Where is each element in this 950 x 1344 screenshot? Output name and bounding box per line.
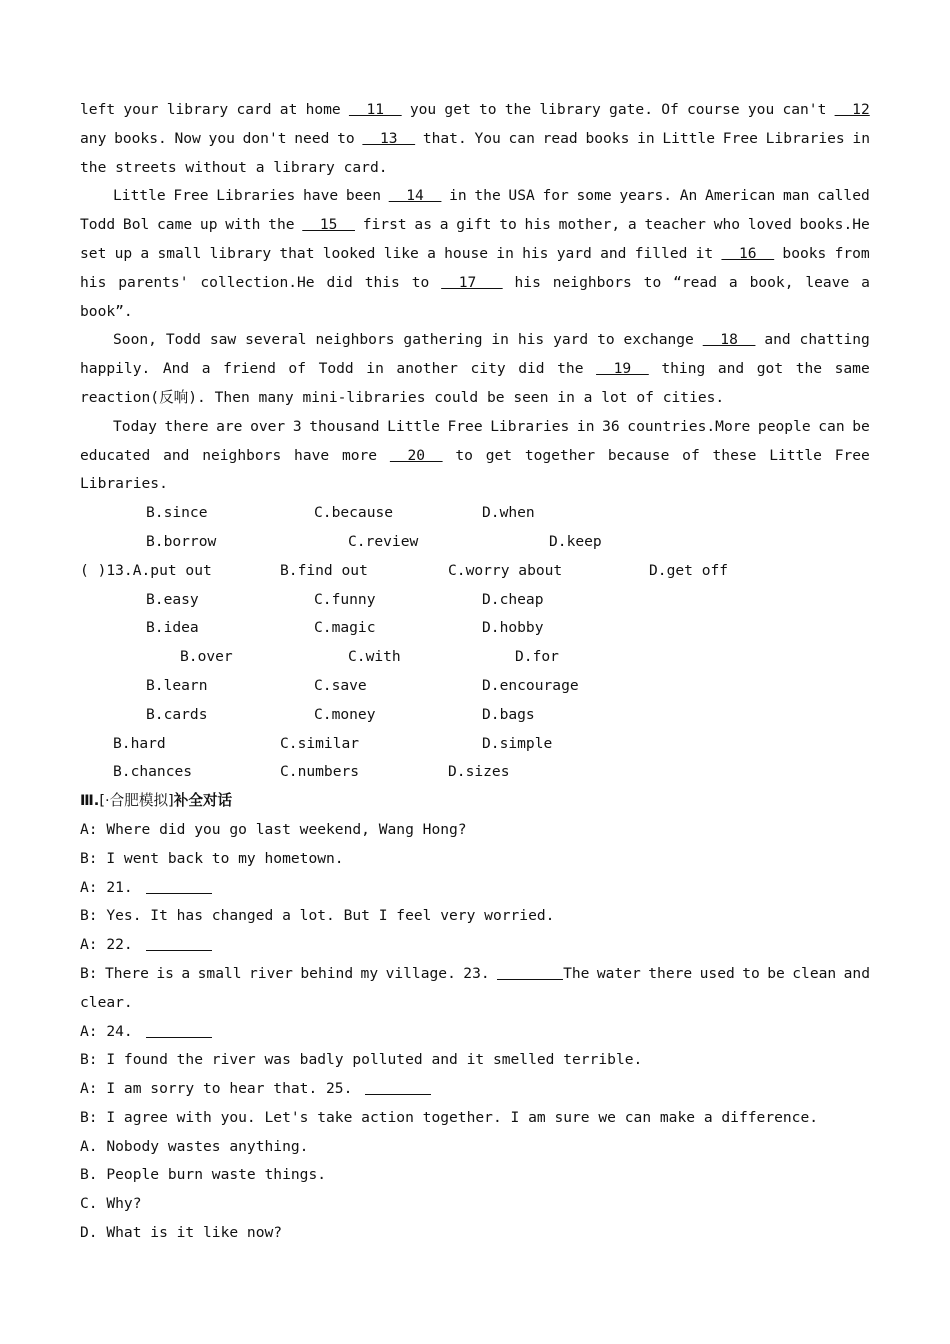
- dialogue-line: B: Yes. It has changed a lot. But I feel very worried.: [80, 907, 555, 925]
- word: because: [607, 446, 670, 464]
- passage-line: [80, 326, 870, 355]
- word: have: [294, 446, 330, 464]
- option-row: [80, 730, 870, 759]
- word: in: [366, 360, 384, 378]
- word: Little: [769, 446, 822, 464]
- word: to: [411, 273, 430, 291]
- word: And: [162, 360, 190, 378]
- option-row: [80, 586, 870, 615]
- word: to: [597, 331, 615, 349]
- word: a: [427, 244, 436, 262]
- word: the: [557, 360, 584, 378]
- word: up: [114, 244, 133, 262]
- word: You: [474, 129, 501, 147]
- word: home: [305, 101, 341, 118]
- cloze-blank[interactable]: 19: [596, 360, 649, 378]
- word: An: [679, 187, 698, 205]
- word: small: [197, 964, 242, 982]
- word: thousand: [309, 417, 380, 435]
- word: exchange: [623, 331, 694, 349]
- answer-blank-23[interactable]: [497, 961, 563, 980]
- option-item[interactable]: B.find out: [280, 561, 368, 579]
- word: Libraries: [216, 187, 296, 205]
- word: behind: [300, 964, 354, 982]
- word: and: [843, 964, 870, 982]
- word: a: [201, 360, 211, 378]
- word: 23.: [463, 964, 490, 982]
- word: called: [817, 187, 870, 205]
- word: city: [470, 360, 506, 378]
- passage-line: [80, 182, 870, 211]
- answer-blank-25[interactable]: [365, 1076, 431, 1095]
- word: got: [756, 360, 784, 378]
- word: his: [80, 273, 107, 291]
- option-row: [80, 672, 870, 701]
- passage-line: Libraries.: [80, 475, 168, 493]
- cloze-blank[interactable]: 15: [302, 216, 355, 234]
- option-item[interactable]: C.numbers: [280, 763, 360, 781]
- word: book,: [749, 273, 794, 291]
- word: Today: [113, 417, 157, 435]
- word: saw: [209, 331, 237, 349]
- option-row: [80, 701, 870, 730]
- word: to: [455, 446, 473, 464]
- word: small: [157, 244, 202, 262]
- word: a: [627, 216, 637, 234]
- option-item[interactable]: ( )13.A.put out: [80, 561, 212, 579]
- word: books: [782, 244, 827, 262]
- word: did: [326, 273, 353, 291]
- word: Of: [661, 101, 679, 118]
- passage-line: book”.: [80, 302, 133, 320]
- word: a: [728, 273, 738, 291]
- word: educated: [80, 446, 151, 464]
- option-item[interactable]: B.learn: [146, 676, 208, 694]
- word: can: [818, 417, 845, 435]
- blank-with-text: [497, 960, 589, 989]
- word: together: [524, 446, 596, 464]
- word: books: [585, 129, 630, 147]
- dialogue-line: B: I found the river was badly polluted and it smelled terrible.: [80, 1051, 643, 1069]
- word: 3: [292, 417, 302, 435]
- option-item[interactable]: D.when: [482, 504, 535, 522]
- cloze-blank[interactable]: 18: [702, 331, 756, 349]
- word: filled: [634, 244, 688, 262]
- word: more: [341, 446, 378, 464]
- word: get: [444, 101, 471, 118]
- word: used: [699, 964, 735, 982]
- word: friend: [223, 360, 276, 378]
- option-item[interactable]: D.simple: [482, 734, 553, 752]
- word: a: [181, 964, 191, 982]
- word: set: [80, 244, 107, 262]
- word: Bol: [122, 216, 150, 234]
- word: as: [414, 216, 432, 234]
- word: any: [80, 129, 107, 147]
- option-item[interactable]: C.magic: [314, 619, 376, 637]
- passage-line: [80, 269, 870, 298]
- option-item[interactable]: C.save: [314, 676, 367, 694]
- word: parents': [118, 273, 189, 291]
- word: card: [236, 101, 272, 118]
- option-row: [80, 528, 870, 557]
- cloze-blank[interactable]: 13: [362, 129, 416, 147]
- word: to: [742, 964, 760, 982]
- option-item[interactable]: D.encourage: [482, 676, 579, 694]
- word: at: [279, 101, 298, 118]
- option-item[interactable]: B.idea: [146, 619, 199, 637]
- word: that: [279, 244, 315, 262]
- word: another: [396, 360, 458, 378]
- option-item[interactable]: D.get off: [649, 561, 729, 579]
- passage-line: [80, 355, 870, 384]
- word: some: [576, 187, 612, 205]
- section-title: 补全对话: [173, 792, 233, 810]
- option-item[interactable]: D.sizes: [448, 763, 510, 781]
- word: you: [208, 129, 235, 147]
- choice-item[interactable]: D. What is it like now?: [80, 1224, 283, 1242]
- option-item[interactable]: C.review: [348, 532, 419, 550]
- word: your: [123, 101, 159, 118]
- word: Now: [174, 129, 201, 147]
- word: there: [164, 417, 209, 435]
- word: get: [485, 446, 513, 464]
- word: did: [518, 360, 545, 378]
- word: same: [834, 360, 870, 378]
- word: library: [209, 244, 272, 262]
- word: over: [250, 417, 286, 435]
- word: course: [686, 101, 740, 118]
- word: man: [783, 187, 810, 205]
- word: for: [542, 187, 569, 205]
- word: came: [157, 216, 193, 234]
- dialogue-line: [80, 931, 870, 960]
- passage-line: [80, 96, 870, 125]
- word: loved: [747, 216, 792, 234]
- word: from: [834, 244, 870, 262]
- word: the: [795, 360, 823, 378]
- cloze-blank[interactable]: 11: [348, 101, 402, 118]
- option-item[interactable]: B.hard: [113, 734, 166, 752]
- word: and: [764, 331, 791, 349]
- word: his: [514, 273, 541, 291]
- word: a: [140, 244, 150, 262]
- word: have: [303, 187, 339, 205]
- word: his: [522, 244, 549, 262]
- word: you: [409, 101, 437, 118]
- option-item[interactable]: B.easy: [146, 590, 199, 608]
- cloze-blank[interactable]: 14: [388, 187, 442, 205]
- option-row: [80, 499, 870, 528]
- dialogue-text: A: 22.: [80, 936, 133, 954]
- passage-line: [80, 211, 870, 240]
- word: of: [682, 446, 700, 464]
- word: can't: [782, 101, 827, 118]
- option-row: [80, 614, 870, 643]
- word: river: [249, 964, 293, 982]
- dialogue-line: B: I agree with you. Let's take action together. I am sure we can make a difference.: [80, 1108, 819, 1126]
- option-item[interactable]: D.cheap: [482, 590, 544, 608]
- cloze-blank[interactable]: 17: [441, 273, 503, 291]
- option-item[interactable]: D.bags: [482, 705, 535, 723]
- word: chatting: [799, 331, 870, 349]
- option-item[interactable]: D.hobby: [482, 619, 544, 637]
- word: who: [713, 216, 741, 234]
- option-item[interactable]: C.funny: [314, 590, 376, 608]
- word: Little: [387, 417, 440, 435]
- word: yard: [556, 244, 592, 262]
- section-source: [·合肥模拟]: [99, 792, 174, 810]
- word: collection.He: [200, 273, 315, 291]
- option-item[interactable]: C.with: [348, 648, 401, 666]
- word: and: [717, 360, 745, 378]
- word: years.: [619, 187, 673, 205]
- word: this: [364, 273, 400, 291]
- option-item[interactable]: C.similar: [280, 734, 360, 752]
- word: up: [199, 216, 218, 234]
- cloze-blank[interactable]: 12: [834, 101, 870, 118]
- option-item[interactable]: C.because: [314, 504, 394, 522]
- word: to: [478, 101, 497, 118]
- word: neighbors: [552, 273, 632, 291]
- option-item[interactable]: D.keep: [549, 532, 602, 550]
- dialogue-line: B: I went back to my hometown.: [80, 849, 344, 867]
- word: like: [383, 244, 419, 262]
- word: a: [439, 216, 449, 234]
- passage-line: [80, 240, 870, 269]
- word: Little: [662, 129, 716, 147]
- word: water: [596, 964, 641, 982]
- word: gate.: [609, 101, 653, 118]
- option-item[interactable]: B.over: [180, 648, 233, 666]
- choice-item[interactable]: B. People burn waste things.: [80, 1166, 327, 1184]
- word: clean: [792, 964, 837, 982]
- word: happily.: [80, 360, 151, 378]
- word: The: [563, 964, 590, 982]
- word: it: [695, 244, 714, 262]
- word: to: [337, 129, 355, 147]
- section-number: Ⅲ.: [80, 792, 100, 810]
- option-item[interactable]: B.borrow: [146, 532, 217, 550]
- option-item[interactable]: D.for: [515, 648, 559, 666]
- option-item[interactable]: B.cards: [146, 705, 208, 723]
- word: teacher: [644, 216, 706, 234]
- word: there: [648, 964, 693, 982]
- option-item[interactable]: C.money: [314, 705, 376, 723]
- dialogue-line: [80, 1018, 870, 1047]
- word: the: [504, 101, 532, 118]
- word: USA: [508, 187, 535, 205]
- word: his: [517, 331, 545, 349]
- word: Little: [113, 187, 166, 205]
- word: thing: [661, 360, 706, 378]
- word: in: [852, 129, 870, 147]
- word: looked: [322, 244, 376, 262]
- word: to: [643, 273, 662, 291]
- word: don't: [242, 129, 287, 147]
- word: house: [444, 244, 489, 262]
- word: left: [80, 101, 116, 118]
- word: B:: [80, 964, 98, 982]
- word: in: [496, 244, 514, 262]
- choice-item[interactable]: C. Why?: [80, 1195, 142, 1213]
- dialogue-line: A: Where did you go last weekend, Wang Hong?: [80, 820, 467, 838]
- word: library: [539, 101, 601, 118]
- word: neighbors: [315, 331, 395, 349]
- passage-line: the streets without a library card.: [80, 158, 388, 176]
- word: books.: [114, 129, 167, 147]
- answer-blank-21[interactable]: [146, 875, 212, 894]
- word: and: [600, 244, 627, 262]
- word: been: [345, 187, 382, 205]
- word: Libraries: [490, 417, 570, 435]
- word: you: [747, 101, 775, 118]
- word: is: [156, 964, 174, 982]
- word: in: [491, 331, 509, 349]
- word: several: [245, 331, 307, 349]
- dialogue-text: A: 21.: [80, 878, 133, 896]
- word: can: [508, 129, 535, 147]
- option-item[interactable]: C.worry about: [448, 561, 563, 579]
- word: “read: [673, 273, 718, 291]
- word: 36: [602, 417, 620, 435]
- word: be: [767, 964, 785, 982]
- passage-line: [80, 125, 870, 154]
- word: gathering: [403, 331, 483, 349]
- word: be: [852, 417, 870, 435]
- word: my: [360, 964, 379, 982]
- word: books.He: [799, 216, 870, 234]
- word: first: [362, 216, 407, 234]
- passage-line: [80, 413, 870, 442]
- word: Todd: [165, 331, 201, 349]
- word: neighbors: [202, 446, 282, 464]
- dialogue-line: [80, 1075, 870, 1104]
- word: library: [166, 101, 229, 118]
- worksheet: [80, 96, 870, 1248]
- option-row: [80, 758, 870, 787]
- cloze-blank[interactable]: 20: [389, 446, 443, 464]
- word: Free: [834, 446, 870, 464]
- dialogue-text: A: I am sorry to hear that. 25.: [80, 1080, 353, 1098]
- word: his: [524, 216, 551, 234]
- word: read: [542, 129, 578, 147]
- word: need: [294, 129, 330, 147]
- word: the: [474, 187, 501, 205]
- answer-blank-24[interactable]: [146, 1019, 212, 1038]
- choice-item[interactable]: A. Nobody wastes anything.: [80, 1137, 309, 1155]
- cloze-blank[interactable]: 16: [721, 244, 775, 262]
- dialogue-line: clear.: [80, 993, 133, 1011]
- dialogue-line: [80, 874, 870, 903]
- word: Free: [722, 129, 758, 147]
- option-item[interactable]: B.since: [146, 504, 208, 522]
- word: Soon,: [113, 331, 157, 349]
- option-item[interactable]: B.chances: [113, 763, 193, 781]
- word: that.: [422, 129, 467, 147]
- word: in: [637, 129, 655, 147]
- word: in: [576, 417, 595, 435]
- word: and: [163, 446, 190, 464]
- word: these: [712, 446, 757, 464]
- dialogue-line: [80, 960, 870, 989]
- word: Free: [447, 417, 483, 435]
- word: of: [288, 360, 306, 378]
- section-heading: [80, 787, 870, 816]
- dialogue-text: A: 24.: [80, 1022, 133, 1040]
- word: are: [216, 417, 243, 435]
- word: people: [757, 417, 811, 435]
- word: Free: [173, 187, 209, 205]
- passage-line: [80, 442, 870, 471]
- word: yard: [553, 331, 589, 349]
- word: a: [861, 273, 870, 291]
- word: the: [268, 216, 295, 234]
- word: Libraries: [765, 129, 845, 147]
- word: Todd: [318, 360, 354, 378]
- word: leave: [805, 273, 850, 291]
- option-row: [80, 557, 870, 586]
- word: mother,: [558, 216, 621, 234]
- word: American: [705, 187, 776, 205]
- word: with: [225, 216, 261, 234]
- word: Todd: [80, 216, 116, 234]
- word: to: [499, 216, 517, 234]
- answer-blank-22[interactable]: [146, 932, 212, 951]
- passage-line: reaction(反响). Then many mini-libraries could be seen in a lot of cities.: [80, 388, 725, 406]
- word: village.: [385, 964, 456, 982]
- word: countries.More: [627, 417, 751, 435]
- option-row: [80, 643, 870, 672]
- word: gift: [456, 216, 492, 234]
- word: There: [105, 964, 149, 982]
- word: in: [449, 187, 467, 205]
